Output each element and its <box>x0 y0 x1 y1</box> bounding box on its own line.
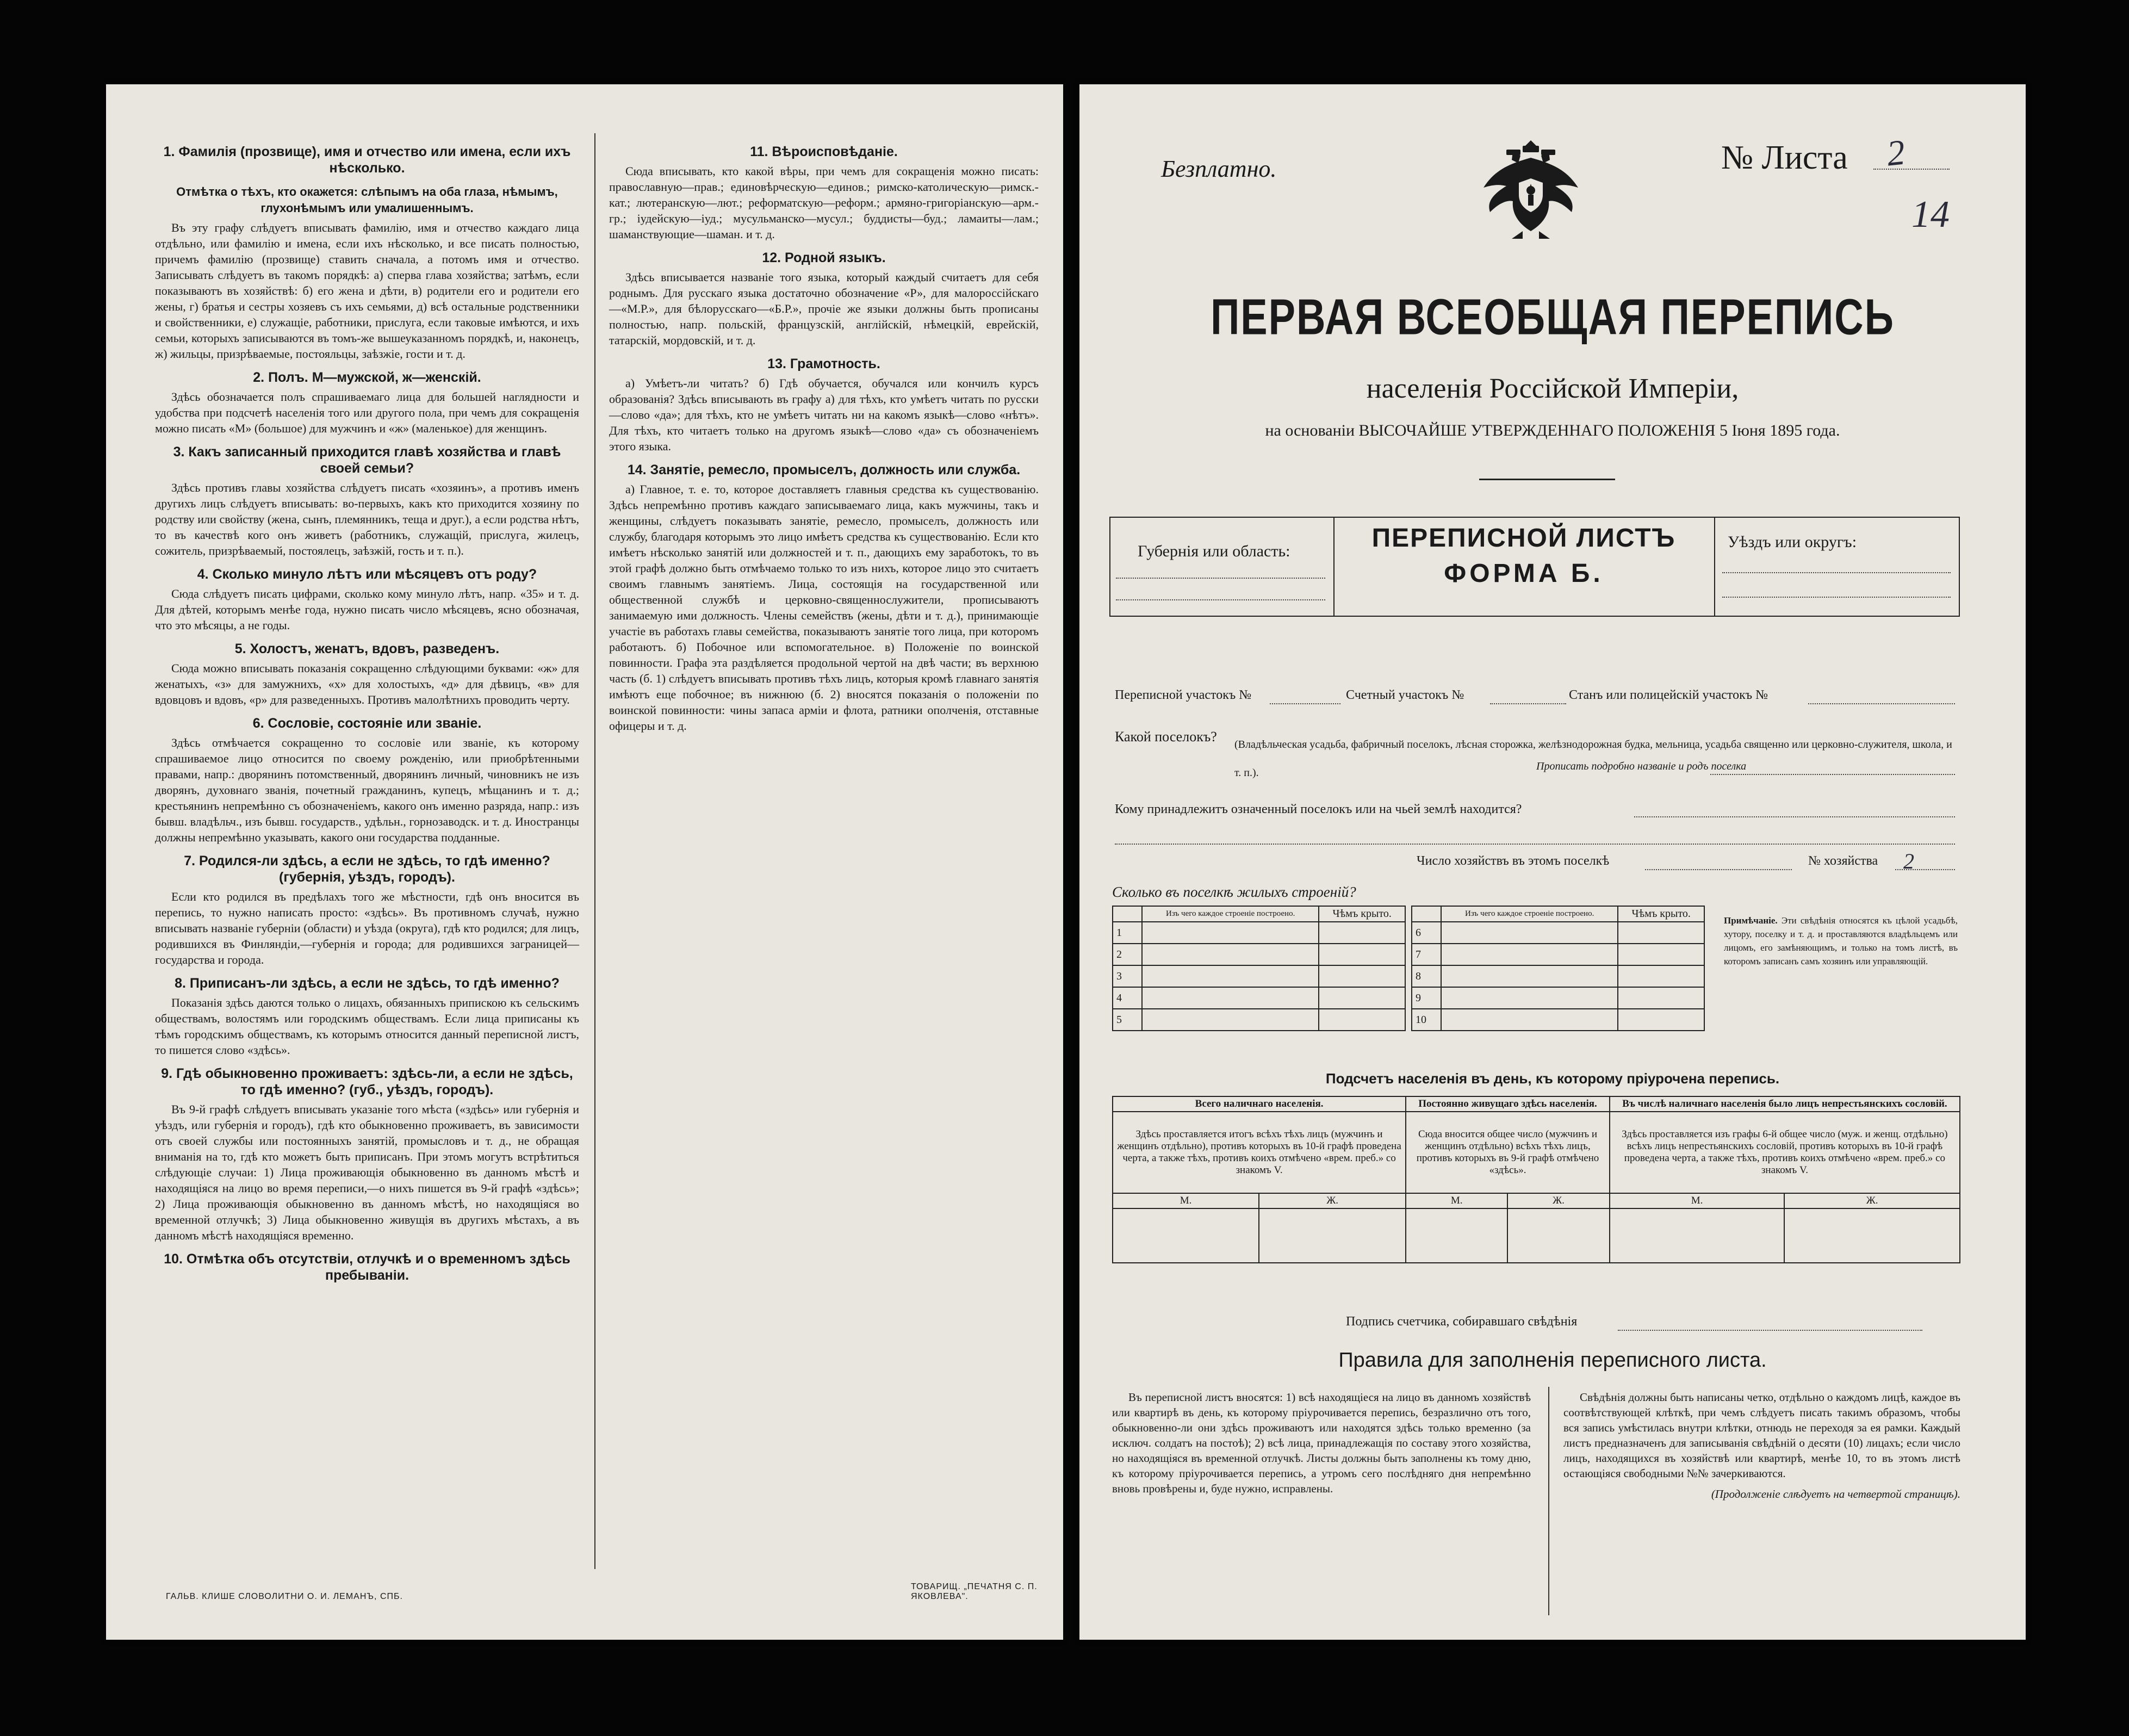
section-body: Здѣсь противъ главы хозяйства слѣдуетъ писать «хозяинъ», а противъ именъ другихъ лицъ слѣдуетъ вписывать: во-первыхъ, какъ кто приходится хозяину по родству или свойству (жена, сынъ, племянникъ, теща и друг.), а если родства нѣтъ, то въ качествѣ кого онъ живетъ (работникъ, служащій, прислуга, жилецъ, сожитель, призрѣваемый, постоялецъ, заѣзжій, гость и т. п.). <box>155 481 579 557</box>
count-cell[interactable] <box>1507 1208 1610 1263</box>
section-subheading: Отмѣтка о тѣхъ, кто окажется: слѣпымъ на оба глаза, нѣмымъ, глухонѣмымъ или умалишеннымъ. <box>176 185 558 215</box>
stan-label: Станъ или полицейскій участокъ № <box>1569 688 1768 702</box>
section-heading: 12. Родной языкъ. <box>762 250 886 265</box>
rules-divider <box>1548 1387 1549 1615</box>
section-body: Въ 9-й графѣ слѣдуетъ вписывать указаніе того мѣста («здѣсь» или губернія и уѣздъ, или губернія и городъ), гдѣ кто обыкновенно проживаетъ, въ зависимости отъ своей службы или постоянныхъ занятій, промысловъ и т. д., не обращая вниманія на то, гдѣ кто можетъ быть приписанъ. При этомъ могутъ встрѣтиться слѣдующіе случаи: 1) Лица проживающія обыкновенно въ данномъ мѣстѣ и находящіяся на лицо во время переписи,—о нихъ пишется въ 9-й графѣ «здѣсь»; 2) Лица проживающія обыкновенно въ данномъ мѣстѣ, но находящіяся во временной отлучкѣ; 3) Лица обыкновенно живущія въ другихъ мѣстахъ, а въ данномъ мѣстѣ находящіяся временно. <box>155 1102 579 1242</box>
buildings-header-roof: Чѣмъ крыто. <box>1319 906 1405 922</box>
owner-field-2[interactable] <box>1115 844 1955 845</box>
census-basis: на основаніи ВЫСОЧАЙШЕ УТВЕРЖДЕННАГО ПОЛОЖЕНІЯ 5 Іюня 1895 года. <box>1265 421 1840 439</box>
building-cell[interactable] <box>1142 965 1319 987</box>
building-row-number: 7 <box>1412 944 1441 965</box>
section-body: Сюда можно вписывать показанія сокращенно слѣдующими буквами: «ж» для женатыхъ, «з» для замужнихъ, «х» для холостыхъ, «д» для дѣвицъ, «в» для вдовцовъ и вдовъ, «р» для разведенныхъ. Противъ малолѣтнихъ проводить черту. <box>155 661 579 706</box>
census-title: ПЕРВАЯ ВСЕОБЩАЯ ПЕРЕПИСЬ <box>1211 288 1895 345</box>
building-cell[interactable] <box>1142 944 1319 965</box>
households-label: Число хозяйствъ въ этомъ поселкѣ <box>1417 854 1610 868</box>
sheet-number-value: 2 <box>1885 132 1907 174</box>
section-body: Сюда вписывать, кто какой вѣры, при чемъ для сокращенія можно писать: православную—прав.; единовѣрческую—единов.; римско-католическую—римск.-кат.; лютеранскую—лют.; реформатскую—реформ.; армяно-григоріанскую—арм.-гр.; іудейскую—іуд.; мусульманско—мусул.; буддисты—буд.; ламаиты—лам.; шаманствующие—шаман. и т. д. <box>609 164 1039 241</box>
rules-right-column <box>1563 1390 1960 1502</box>
instructions-column-left <box>155 136 579 1287</box>
title-rule <box>1479 479 1615 480</box>
building-cell[interactable] <box>1441 965 1618 987</box>
stan-field[interactable] <box>1808 703 1955 704</box>
signature-label: Подпись счетчика, собиравшаго свѣдѣнія <box>1346 1315 1578 1329</box>
building-cell[interactable] <box>1142 1009 1319 1031</box>
count-male-header: М. <box>1406 1193 1507 1208</box>
section-heading: 2. Полъ. М—мужской, ж—женскій. <box>253 370 481 385</box>
buildings-header-roof: Чѣмъ крыто. <box>1618 906 1704 922</box>
settlement-hint: (Владѣльческая усадьба, фабричный поселокъ, лѣсная сторожка, желѣзнодорожная будка, мельница, усадьба священно или церковно-служителя, школа, и т. п.). <box>1234 739 1952 779</box>
section-body: Здѣсь вписывается названіе того языка, который каждый считаетъ для себя роднымъ. Для русскаго языка достаточно обозначение «Р», для малороссійскаго—«М.Р.», для бѣлорусскаго—«Б.Р.», прочіе же языки должны быть прописаны полностью, напр. польскій, французскій, англійскій, нѣмецкій, еврейскій, татарскій, мордовскій, и т. д. <box>609 270 1039 347</box>
section-heading: 13. Грамотность. <box>767 356 880 371</box>
section-heading: 4. Сколько минуло лѣтъ или мѣсяцевъ отъ роду? <box>197 567 537 582</box>
section-heading: 6. Сословіе, состояніе или званіе. <box>252 716 482 731</box>
count-title: Подсчетъ населенія въ день, къ которому пріурочена перепись. <box>1325 1070 1780 1087</box>
section-body: Въ эту графу слѣдуетъ вписывать фамилію, имя и отчество каждаго лица отдѣльно, или фамилію и имена, если ихъ нѣсколько, и все писать полностью, причемъ фамилію (прозвище) ставить сначала, а потомъ имя и отчество. Записывать слѣдуетъ въ такомъ порядкѣ: а) сперва глава хозяйства; затѣмъ, если показываютъ въ хозяйствѣ: б) его жена и дѣти, в) родители его и родители его жены, г) братья и сестры хозяевъ съ ихъ семьями, д) всѣ остальные родственники и свойственники, е) служащіе, работники, прислуга, если таковые имѣются, и ихъ семьи, которыхъ записываются въ томъ-же вышеуказанномъ порядкѣ, и, наконецъ, ж) жильцы, призрѣваемые, постояльцы, заѣзжіе, гости и т. д. <box>155 221 579 361</box>
section-body: Здѣсь обозначается полъ спрашиваемаго лица для большей наглядности и удобства при подсчетѣ населенія того или другого пола, при чемъ для сокращенія можно писать «М» (большое) для мужчинъ и «ж» (маленькое) для женщинъ. <box>155 390 579 435</box>
building-row-number: 2 <box>1113 944 1142 965</box>
buildings-table-left <box>1112 906 1406 1031</box>
province-line <box>1116 578 1325 579</box>
building-row-number: 8 <box>1412 965 1441 987</box>
building-cell[interactable] <box>1319 922 1405 944</box>
section-body: Сюда слѣдуетъ писать цифрами, сколько кому минуло лѣтъ, напр. «35» и т. д. Для дѣтей, которымъ менѣе года, нужно писать число мѣсяцевъ, ясно обозначая, что это мѣсяцы, а не годы. <box>155 587 579 632</box>
section-heading: 5. Холостъ, женатъ, вдовъ, разведенъ. <box>234 641 500 656</box>
settlement-label: Какой поселокъ? <box>1115 729 1217 745</box>
district-line-2 <box>1722 597 1951 598</box>
building-cell[interactable] <box>1618 1009 1704 1031</box>
note-title: Примѣчаніе. <box>1724 915 1778 926</box>
column-divider <box>594 133 595 1569</box>
building-cell[interactable] <box>1441 987 1618 1009</box>
coat-of-arms-icon <box>1479 136 1582 242</box>
count-cell[interactable] <box>1113 1208 1259 1263</box>
left-page <box>106 84 1063 1640</box>
household-no-label: № хозяйства <box>1808 854 1878 868</box>
building-cell[interactable] <box>1319 987 1405 1009</box>
form-header-box <box>1109 517 1960 617</box>
section-heading: 7. Родился-ли здѣсь, а если не здѣсь, то гдѣ именно? (губернія, уѣздъ, городъ). <box>184 853 550 885</box>
count-cell[interactable] <box>1784 1208 1960 1263</box>
census-section-field[interactable] <box>1270 703 1340 704</box>
count-female-header: Ж. <box>1784 1193 1960 1208</box>
count-text-nonpeasant: Здѣсь проставляется изъ графы 6-й общее число (муж. и женщ. отдѣльно) всѣхъ лицъ непрестьянскихъ сословій, противъ которыхъ въ 10-й графѣ проведена черта, а также тѣхъ, противъ коихъ отмѣчено «врем. преб.» со знакомъ V. <box>1610 1112 1960 1193</box>
building-cell[interactable] <box>1319 944 1405 965</box>
building-cell[interactable] <box>1441 1009 1618 1031</box>
count-male-header: М. <box>1610 1193 1784 1208</box>
section-heading: 11. Вѣроисповѣданіе. <box>750 144 898 159</box>
count-text-permanent: Сюда вносится общее число (мужчинъ и женщинъ отдѣльно) всѣхъ тѣхъ лицъ, противъ которыхъ въ 9-й графѣ отмѣчено «здѣсь». <box>1406 1112 1610 1193</box>
count-cell[interactable] <box>1610 1208 1784 1263</box>
building-cell[interactable] <box>1319 965 1405 987</box>
district-box[interactable] <box>1714 518 1959 616</box>
households-field[interactable] <box>1645 869 1792 870</box>
household-no-field[interactable] <box>1895 849 1955 873</box>
building-row-number: 6 <box>1412 922 1441 944</box>
section-body: а) Умѣетъ-ли читать? б) Гдѣ обучается, обучался или кончилъ курсъ образованія? Здѣсь вписывають въ графу а) для тѣхъ, кто умѣетъ читать по русски—слово «да»; для тѣхъ, кто не умѣетъ читать ни на какомъ языкѣ—слово «нѣтъ». Для тѣхъ, кто читаетъ только на другомъ языкѣ—слово «да» съ обозначеніемъ этого языка. <box>609 376 1039 453</box>
building-cell[interactable] <box>1618 987 1704 1009</box>
owner-label: Кому принадлежитъ означенный поселокъ или на чьей землѣ находится? <box>1115 802 1522 816</box>
free-label: Безплатно. <box>1161 156 1277 182</box>
census-subtitle: населенія Россійской Имперіи, <box>1366 373 1739 404</box>
count-male-header: М. <box>1113 1193 1259 1208</box>
sheet-number-label: № Листа <box>1721 139 1848 176</box>
count-female-header: Ж. <box>1507 1193 1610 1208</box>
counting-section-field[interactable] <box>1490 703 1566 704</box>
imprint-right: ТОВАРИЩ. „ПЕЧАТНЯ С. П. ЯКОВЛЕВА". <box>911 1582 1038 1601</box>
count-female-header: Ж. <box>1259 1193 1406 1208</box>
household-no-value: 2 <box>1903 849 1914 873</box>
province-label: Губернія или область: <box>1138 542 1290 560</box>
section-heading: 9. Гдѣ обыкновенно проживаетъ: здѣсь-ли, а если не здѣсь, то гдѣ именно? (губ., уѣздъ, городъ). <box>161 1066 573 1098</box>
settlement-hint-2: Прописать подробно названіе и родъ поселка <box>1536 760 1747 772</box>
rules-left-column <box>1112 1390 1531 1496</box>
form-title: ПЕРЕПИСНОЙ ЛИСТЪ <box>1371 524 1676 553</box>
census-section-label: Переписной участокъ № <box>1115 688 1252 702</box>
rules-left-text: Въ переписной листъ вносятся: 1) всѣ находящіеся на лицо въ данномъ хозяйствѣ или квартирѣ въ день, къ которому пріурочивается перепись, безразлично отъ того, обыкновенно-ли они здѣсь проживаютъ или находятся здѣсь только временно (за исключ. солдатъ на постоѣ); 2) всѣ лица, принадлежащія по составу этого хозяйства, но находящіяся въ временной отлучкѣ. Листы должны быть заполнены къ тому дню, къ которому пріурочивается перепись, а утромъ сего послѣдняго дня непремѣнно вновь провѣрены и, буде нужно, исправлены. <box>1112 1391 1531 1495</box>
section-body: Здѣсь отмѣчается сокращенно то сословіе или званіе, къ которому спрашиваемое лицо относится по своему рожденію, или приобрѣтенными правами, напр.: дворянинъ потомственный, дворянинъ личный, чиновникъ не изъ дворянъ, духовнаго званія, почетный гражданинъ, купецъ, мѣщанинъ и т. д.; крестьянинъ непремѣнно съ обозначеніемъ, какого онъ именно разряда, напр.: изъ бывш. владѣльч., изъ бывш. государств., удѣльн., горнозаводск. и т. д. Иностранцы должны непремѣнно указывать, какого они государства подданные. <box>155 736 579 844</box>
district-line <box>1722 572 1951 573</box>
section-body: а) Главное, т. е. то, которое доставляетъ главныя средства къ существованію. Здѣсь непремѣнно противъ каждаго записываемаго лица, какъ мужчины, такъ и женщины, слѣдуетъ показывать занятіе, ремесло, промыселъ, должность или службу, благодаря которымъ это лицо имѣетъ средства къ существованію. Если кто имѣетъ нѣсколько занятій или должностей и т. п., дающихъ ему заработокъ, то въ этой графѣ должно быть отмѣчаемо только то изъ нихъ, которое лицо это считаетъ своимъ главнымъ занятіемъ. Лица, состоящія на государственной или общественной службѣ и церковно-священнослужители, прописываютъ занимаемую ими должность. Члены семействъ (жены, дѣти и т. д.), принимающіе участіе въ работахъ главы семейства, показываютъ занятіе того лица, при которомъ работаютъ. б) Побочное или вспомогательное. в) Положеніе по воинской повинности. Графа эта раздѣляется продольной чертой на двѣ части; въ верхнюю часть (б. 1) слѣдуетъ вписывать противъ тѣхъ лицъ, которыя кромѣ главнаго занятія имѣютъ еще побочное; въ нижнюю (б. 2) вносятся показанія о положеніи по воинской повинности: чины запаса армiи и флота, ратники ополченія, отставные офицеры и т. д. <box>609 482 1039 733</box>
section-body: Показанія здѣсь даются только о лицахъ, обязанныхъ припискою къ сельскимъ обществамъ, волостямъ или городскимъ обществамъ. Если лица приписаны къ тѣмъ городскимъ обществамъ, къ которымъ относится данный переписной листъ, то пишется слово «здѣсь». <box>155 996 579 1057</box>
section-heading: 10. Отмѣтка объ отсутствіи, отлучкѣ и о временномъ здѣсь пребываніи. <box>164 1251 570 1283</box>
section-heading: 1. Фамилія (прозвище), имя и отчество или имена, если ихъ нѣсколько. <box>163 144 571 176</box>
continued-note: (Продолженіе слѣдуетъ на четвертой страницѣ). <box>1711 1487 1960 1501</box>
building-row-number: 1 <box>1113 922 1142 944</box>
building-cell[interactable] <box>1618 965 1704 987</box>
buildings-table-right <box>1411 906 1705 1031</box>
section-heading: 8. Приписанъ-ли здѣсь, а если не здѣсь, то гдѣ именно? <box>175 976 560 991</box>
counting-section-label: Счетный участокъ № <box>1346 688 1464 702</box>
province-line-2 <box>1116 599 1325 600</box>
note-text: Эти свѣдѣнія относятся къ цѣлой усадьбѣ, хутору, поселку и т. д. и проставляются владѣльцемъ или лицомъ, его замѣняющимъ, и только на томъ листѣ, въ которомъ записанъ самъ хозяинъ или управляющій. <box>1724 915 1958 966</box>
buildings-header-material: Изъ чего каждое строеніе построено. <box>1441 906 1618 922</box>
signature-field[interactable] <box>1618 1330 1922 1331</box>
owner-field[interactable] <box>1634 816 1955 817</box>
building-row-number: 3 <box>1113 965 1142 987</box>
building-cell[interactable] <box>1441 944 1618 965</box>
rules-title: Правила для заполненія переписного листа. <box>1338 1349 1767 1372</box>
count-cell[interactable] <box>1406 1208 1507 1263</box>
section-heading: 3. Какъ записанный приходится главѣ хозяйства и главѣ своей семьи? <box>173 444 561 476</box>
district-label: Уѣздъ или округъ: <box>1728 533 1857 551</box>
building-cell[interactable] <box>1441 922 1618 944</box>
building-row-number: 9 <box>1412 987 1441 1009</box>
form-title-box <box>1333 518 1715 616</box>
building-cell[interactable] <box>1319 1009 1405 1031</box>
building-row-number: 4 <box>1113 987 1142 1009</box>
count-cell[interactable] <box>1259 1208 1406 1263</box>
count-text-total: Здѣсь проставляется итогъ всѣхъ тѣхъ лицъ (мужчинъ и женщинъ отдѣльно), противъ которыхъ въ 10-й графѣ проведена черта, а также тѣхъ, противъ коихъ отмѣчено «врем. преб.» со знакомъ V. <box>1113 1112 1406 1193</box>
building-cell[interactable] <box>1618 944 1704 965</box>
right-page <box>1079 84 2026 1640</box>
building-cell[interactable] <box>1618 922 1704 944</box>
settlement-field[interactable] <box>1710 774 1955 775</box>
count-header-nonpeasant: Въ числѣ наличнаго населенія было лицъ непрестьянскихъ сословій. <box>1610 1096 1960 1112</box>
count-header-total: Всего наличнаго населенія. <box>1113 1096 1406 1112</box>
handwritten-sheet-number: 14 <box>1911 194 1950 235</box>
sheet-number-field[interactable] <box>1873 132 1950 174</box>
imprint-left: ГАЛЬВ. КЛИШЕ СЛОВОЛИТНИ О. И. ЛЕМАНЪ, СПБ. <box>166 1592 403 1601</box>
building-row-number: 5 <box>1113 1009 1142 1031</box>
buildings-note <box>1724 914 1958 968</box>
count-header-permanent: Постоянно живущаго здѣсь населенія. <box>1406 1096 1610 1112</box>
buildings-label: Сколько въ поселкѣ жилыхъ строеній? <box>1112 884 1356 900</box>
building-cell[interactable] <box>1142 922 1319 944</box>
section-heading: 14. Занятіе, ремесло, промыселъ, должность или служба. <box>627 462 1021 478</box>
building-cell[interactable] <box>1142 987 1319 1009</box>
instructions-column-right <box>609 136 1039 734</box>
building-row-number: 10 <box>1412 1009 1441 1031</box>
section-body: Если кто родился въ предѣлахъ того же мѣстности, гдѣ онъ вносится въ перепись, то нужно написать просто: «здѣсь». Въ противномъ случаѣ, нужно вписывать названіе губерніи (области) и уѣзда (округа), гдѣ кто родился; для лицъ, родившихся въ Финляндіи,—губернія и города; для родившихся заграницей—государства и города. <box>155 890 579 966</box>
buildings-header-material: Изъ чего каждое строеніе построено. <box>1142 906 1319 922</box>
rules-right-text: Свѣдѣнія должны быть написаны четко, отдѣльно о каждомъ лицѣ, каждое въ соотвѣтствующей клѣткѣ, при чемъ слѣдуетъ писать такимъ образомъ, чтобы вся запись умѣстилась внутри клѣтки, отнюдь не переходя за ея рамки. Каждый листъ предназначенъ для записыванія свѣдѣній о десяти (10) лицахъ; если число лицъ, находящихся въ хозяйствѣ или квартирѣ, менѣе 10, то въ этомъ листѣ остающіяся свободными №№ зачеркиваются. <box>1563 1391 1960 1480</box>
form-subtitle: ФОРМА Б. <box>1444 559 1604 588</box>
population-count-table <box>1112 1096 1960 1263</box>
province-box[interactable] <box>1110 518 1334 616</box>
